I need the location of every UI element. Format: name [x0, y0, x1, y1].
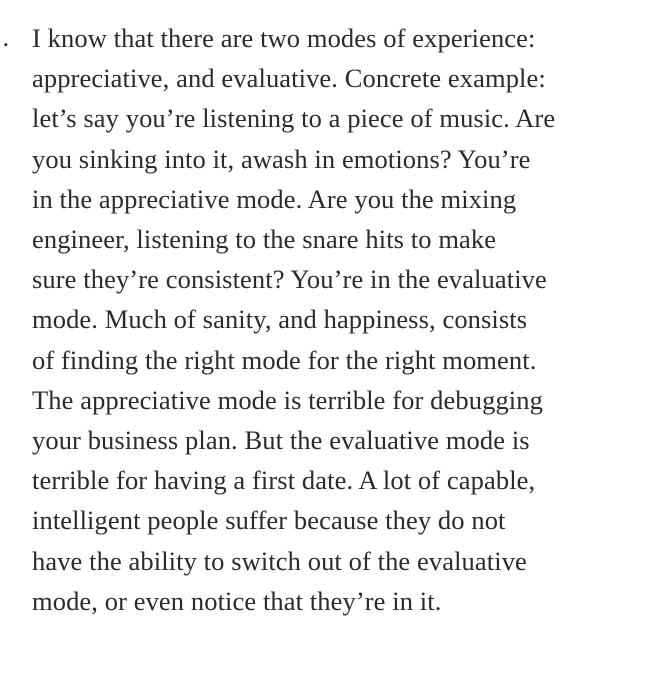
paragraph-line: sure they’re consistent? You’re in the evaluative — [32, 264, 547, 295]
paragraph-line: in the appreciative mode. Are you the mixing — [32, 183, 517, 214]
paragraph — [32, 18, 555, 621]
paragraph-line: The appreciative mode is terrible for debugging — [32, 384, 543, 415]
paragraph-line: appreciative, and evaluative. Concrete example: — [32, 63, 546, 94]
paragraph-line: mode. Much of sanity, and happiness, consists — [32, 304, 528, 335]
paragraph-line: mode, or even notice that they’re in it. — [32, 585, 442, 616]
paragraph-line: let’s say you’re listening to a piece of music. Are — [32, 103, 556, 134]
paragraph-line: I know that there are two modes of experience: — [32, 23, 536, 53]
paragraph-line: your business plan. But the evaluative mode is — [32, 425, 530, 456]
paragraph-line: engineer, listening to the snare hits to make — [32, 224, 497, 255]
paragraph-line: intelligent people suffer because they do not — [32, 505, 506, 536]
list-bullet: . — [2, 24, 10, 52]
paragraph-line: of finding the right mode for the right moment. — [32, 344, 537, 375]
paragraph-line: terrible for having a first date. A lot of capable, — [32, 465, 536, 496]
paragraph-line: have the ability to switch out of the evaluative — [32, 545, 527, 576]
paragraph-line: you sinking into it, awash in emotions? You’re — [32, 143, 531, 174]
